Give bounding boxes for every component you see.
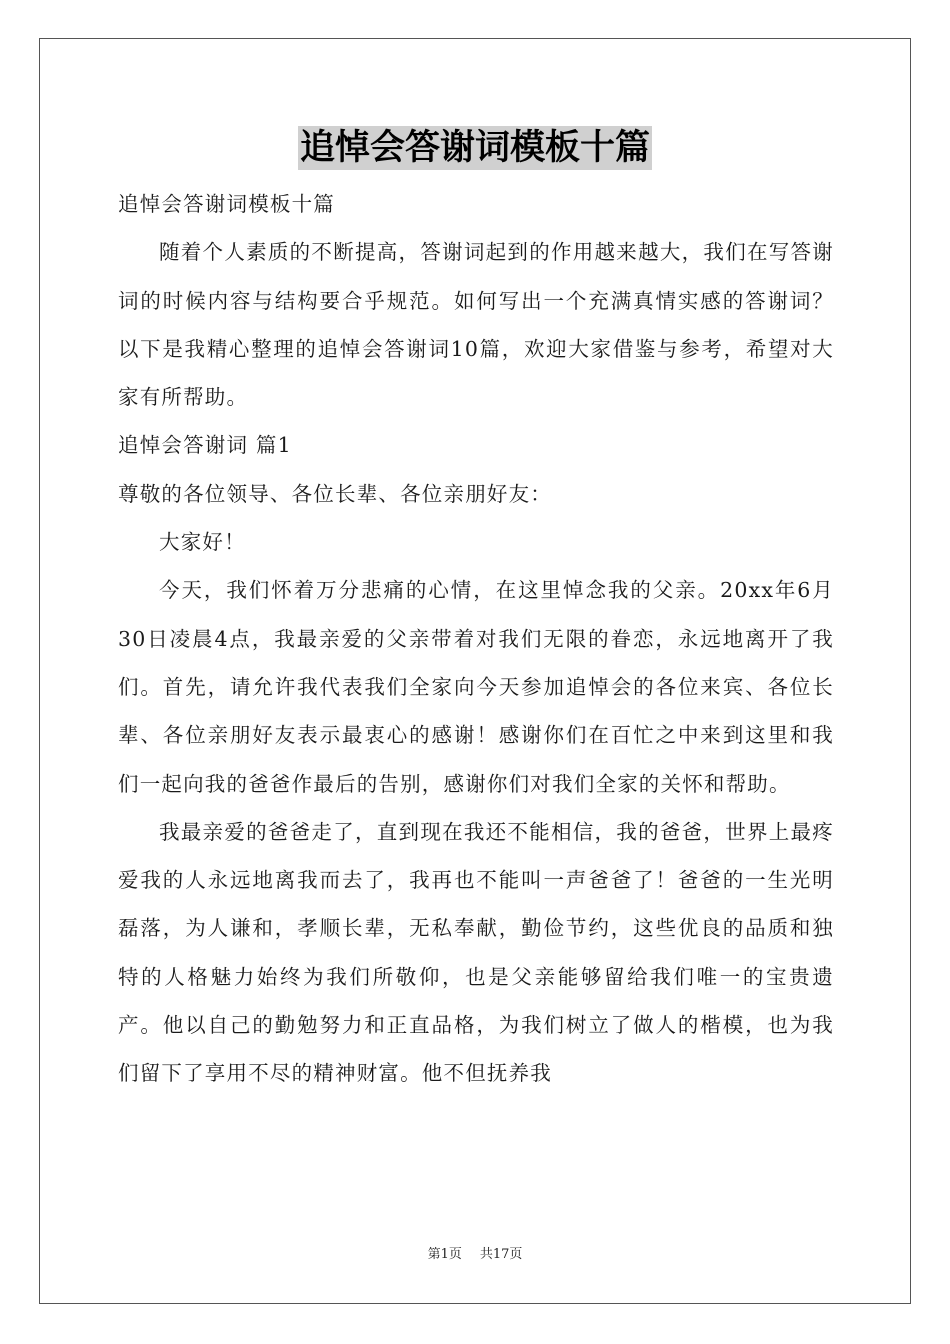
paragraph: 追悼会答谢词 篇1 [118, 433, 292, 458]
paragraph: 随着个人素质的不断提高，答谢词起到的作用越来越大，我们在写答谢词的时候内容与结构要合乎规范。如何写出一个充满真情实感的答谢词？以下是我精心整理的追悼会答谢词10篇，欢迎大家借鉴与参考，希望对大家有所帮助。 [118, 240, 834, 410]
document-body [118, 180, 834, 1098]
paragraph: 今天，我们怀着万分悲痛的心情，在这里悼念我的父亲。20xx年6月30日凌晨4点，我最亲爱的父亲带着对我们无限的眷恋，永远地离开了我们。首先，请允许我代表我们全家向今天参加追悼会的各位来宾、各位长辈、各位亲朋好友表示最衷心的感谢！感谢你们在百忙之中来到这里和我们一起向我的爸爸作最后的告别，感谢你们对我们全家的关怀和帮助。 [118, 578, 834, 796]
paragraph: 追悼会答谢词模板十篇 [118, 192, 335, 216]
page-total: 共17页 [479, 1247, 523, 1262]
page-footer [0, 1246, 950, 1264]
paragraph: 大家好！ [159, 530, 246, 555]
title-container [0, 126, 950, 170]
paragraph: 我最亲爱的爸爸走了，直到现在我还不能相信，我的爸爸，世界上最疼爱我的人永远地离我而去了，我再也不能叫一声爸爸了！爸爸的一生光明磊落，为人谦和，孝顺长辈，无私奉献，勤俭节约，这些优良的品质和独特的人格魅力始终为我们所敬仰，也是父亲能够留给我们唯一的宝贵遗产。他以自己的勤勉努力和正直品格，为我们树立了做人的楷模，也为我们留下了享用不尽的精神财富。他不但抚养我 [118, 819, 834, 1086]
page-number: 第1页 [427, 1247, 462, 1262]
document-title: 追悼会答谢词模板十篇 [299, 127, 650, 168]
paragraph: 尊敬的各位领导、各位长辈、各位亲朋好友： [118, 481, 552, 506]
